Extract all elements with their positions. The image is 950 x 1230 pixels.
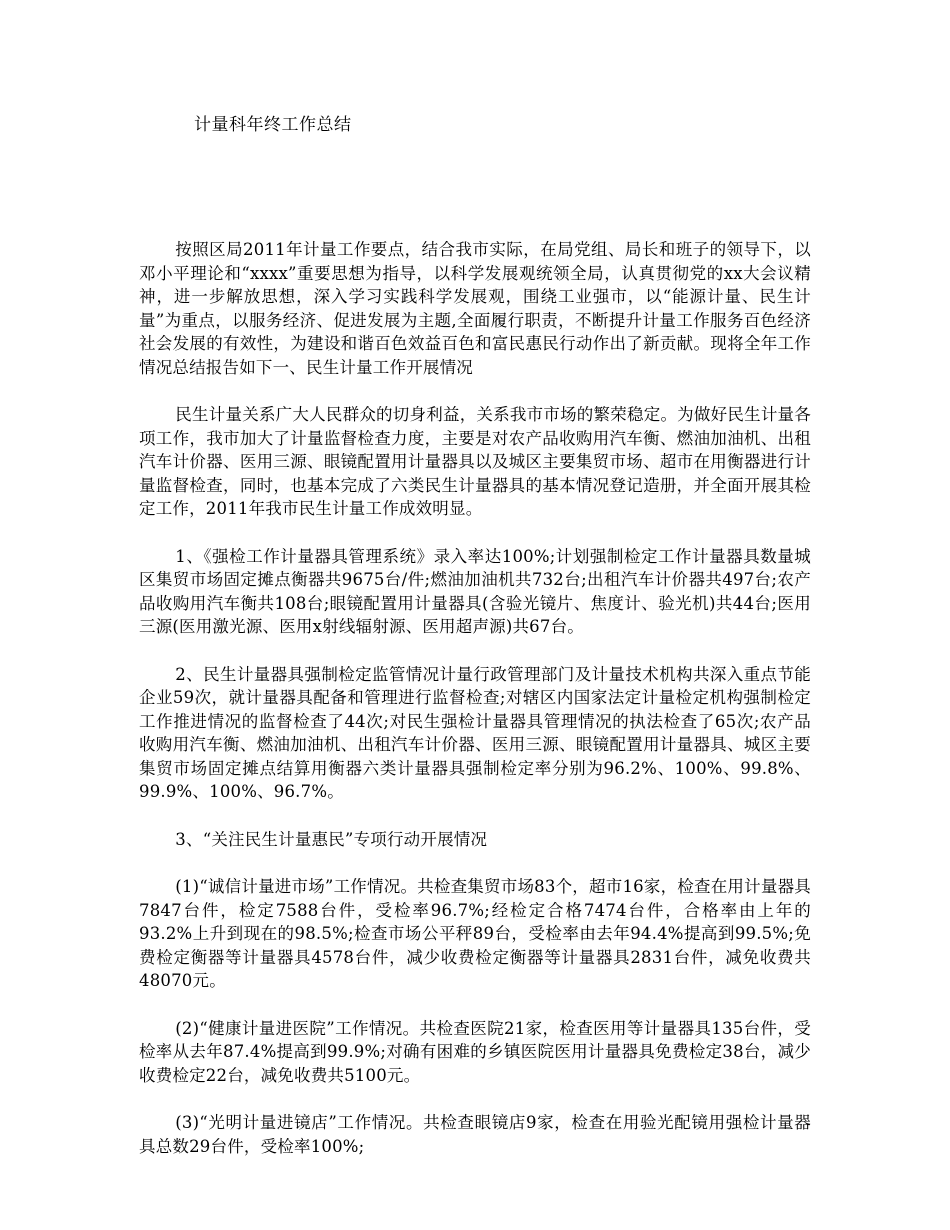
paragraph-sub-2: (2)“健康计量进医院”工作情况。共检查医院21家，检查医用等计量器具135台件，受检率从去年87.4%提高到99.9%;对确有困难的乡镇医院医用计量器具免费检定38台，减少收费检定22台，减免收费共5100元。 [139, 1018, 811, 1085]
paragraph-sub-1: (1)“诚信计量进市场”工作情况。共检查集贸市场83个，超市16家，检查在用计量器具7847台件，检定7588台件，受检率96.7%;经检定合格7474台件，合格率由上年的93.2%上升到现在的98.5%;检查市场公平秤89台，受检率由去年94.4%提高到99.5%;免费检定衡器等计量器具4578台件，减少收费检定衡器等计量器具2831台件，减免收费共48070元。 [139, 877, 811, 990]
paragraph-livelihood: 民生计量关系广大人民群众的切身利益，关系我市市场的繁荣稳定。为做好民生计量各项工作，我市加大了计量监督检查力度，主要是对农产品收购用汽车衡、燃油加油机、出租汽车计价器、医用三源、眼镜配置用计量器具以及城区主要集贸市场、超市在用衡器进行计量监督检查，同时，也基本完成了六类民生计量器具的基本情况登记造册，并全面开展其检定工作，2011年我市民生计量工作成效明显。 [139, 405, 811, 518]
paragraph-item-1: 1、《强检工作计量器具管理系统》录入率达100%;计划强制检定工作计量器具数量城区集贸市场固定摊点衡器共9675台/件;燃油加油机共732台;出租汽车计价器共497台;农产品收购用汽车衡共108台;眼镜配置用计量器具(含验光镜片、焦度计、验光机)共44台;医用三源(医用激光源、医用x射线辐射源、医用超声源)共67台。 [139, 546, 811, 636]
paragraph-sub-3: (3)“光明计量进镜店”工作情况。共检查眼镜店9家，检查在用验光配镜用强检计量器具总数29台件，受检率100%; [139, 1113, 811, 1156]
document-title: 计量科年终工作总结 [194, 115, 352, 135]
paragraph-intro: 按照区局2011年计量工作要点，结合我市实际，在局党组、局长和班子的领导下，以邓小平理论和“xxxx”重要思想为指导，以科学发展观统领全局，认真贯彻党的xx大会议精神，进一步解放思想，深入学习实践科学发展观，围绕工业强市，以“能源计量、民生计量”为重点，以服务经济、促进发展为主题,全面履行职责，不断提升计量工作服务百色经济社会发展的有效性，为建设和谐百色效益百色和富民惠民行动作出了新贡献。现将全年工作情况总结报告如下一、民生计量工作开展情况 [139, 240, 811, 377]
paragraph-item-2: 2、民生计量器具强制检定监管情况计量行政管理部门及计量技术机构共深入重点节能企业59次，就计量器具配备和管理进行监督检查;对辖区内国家法定计量检定机构强制检定工作推进情况的监督检查了44次;对民生强检计量器具管理情况的执法检查了65次;农产品收购用汽车衡、燃油加油机、出租汽车计价器、医用三源、眼镜配置用计量器具、城区主要集贸市场固定摊点结算用衡器六类计量器具强制检定率分别为96.2%、100%、99.8%、99.9%、100%、96.7%。 [139, 664, 811, 801]
document-body [139, 238, 811, 1182]
paragraph-item-3-heading: 3、“关注民生计量惠民”专项行动开展情况 [175, 829, 488, 849]
